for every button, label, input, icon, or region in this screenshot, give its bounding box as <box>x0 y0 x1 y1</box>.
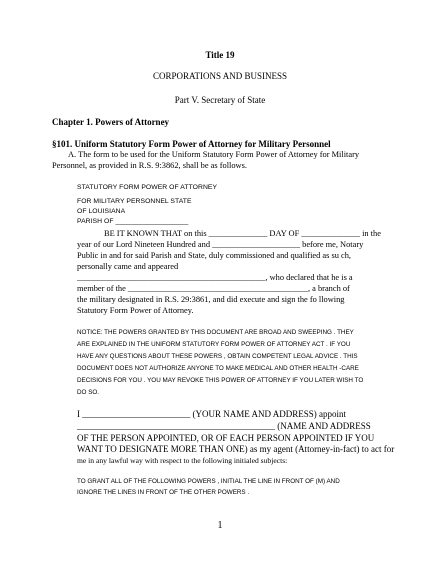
body-line: year of our Lord Nineteen Hundred and _____________________ before me, Notary <box>77 240 364 249</box>
form-header-line: FOR MILITARY PERSONNEL STATE <box>77 198 192 205</box>
body-line: _____________________________________________, who declared that he is a <box>77 273 353 282</box>
page-number: 1 <box>217 520 223 531</box>
grant-instruction-line: IGNORE THE LINES IN FRONT OF THE OTHER POWERS . <box>77 489 250 496</box>
section-line: Personnel, as provided in R.S. 9:3862, shall be as follows. <box>52 161 247 170</box>
section-line: A. The form to be used for the Uniform Statutory Form Power of Attorney for Military <box>68 150 360 159</box>
grant-instruction-line: TO GRANT ALL OF THE FOLLOWING POWERS , INITIAL THE LINE IN FRONT OF (M) AND <box>77 478 340 485</box>
form-header-line: OF LOUISIANA <box>77 208 126 215</box>
appointment-line: ____________________________________________ (NAME AND ADDRESS <box>77 421 371 431</box>
notice-line: DO SO. <box>77 389 100 396</box>
body-line: the military designated in R.S. 29:3861, and did execute and sign the fo llowing <box>77 295 345 304</box>
body-line: member of the ___________________________________________, a branch of <box>77 284 350 293</box>
notice-line: NOTICE: THE POWERS GRANTED BY THIS DOCUMENT ARE BROAD AND SWEEPING . THEY <box>77 329 354 336</box>
body-line: Public in and for said Parish and State, duly commissioned and qualified as su ch, <box>77 251 352 260</box>
chapter-heading: Chapter 1. Powers of Attorney <box>52 117 170 127</box>
appointment-line: WANT TO DESIGNATE MORE THAN ONE) as my agent (Attorney-in-fact) to act for <box>77 444 395 454</box>
form-header-line: PARISH OF ___________________ <box>77 218 189 225</box>
body-line: BE IT KNOWN THAT on this ______________ DAY OF ______________ in the <box>104 229 381 238</box>
form-header-line: STATUTORY FORM POWER OF ATTORNEY <box>77 184 218 191</box>
appointment-line: me in any lawful way with respect to the following initialed subjects: <box>77 456 288 465</box>
part-heading: Part V. Secretary of State <box>174 95 266 105</box>
notice-line: DOCUMENT DOES NOT AUTHORIZE ANYONE TO MAKE MEDICAL AND OTHER HEALTH -CARE <box>77 365 359 372</box>
notice-line: DECISIONS FOR YOU . YOU MAY REVOKE THIS POWER OF ATTORNEY IF YOU LATER WISH TO <box>77 377 364 384</box>
notice-line: HAVE ANY QUESTIONS ABOUT THESE POWERS , OBTAIN COMPETENT LEGAL ADVICE . THIS <box>77 353 358 360</box>
notice-line: ARE EXPLAINED IN THE UNIFORM STATUTORY FORM POWER OF ATTORNEY ACT . IF YOU <box>77 341 351 348</box>
document-subtitle: CORPORATIONS AND BUSINESS <box>152 71 288 81</box>
section-heading: §101. Uniform Statutory Form Power of Attorney for Military Personnel <box>52 139 331 149</box>
appointment-line: I ________________________ (YOUR NAME AND ADDRESS) appoint <box>77 409 347 419</box>
body-line: personally came and appeared <box>77 262 179 271</box>
body-line: Statutory Form Power of Attorney. <box>77 306 194 315</box>
document-title: Title 19 <box>205 50 235 60</box>
appointment-line: OF THE PERSON APPOINTED, OR OF EACH PERSON APPOINTED IF YOU <box>77 433 375 443</box>
